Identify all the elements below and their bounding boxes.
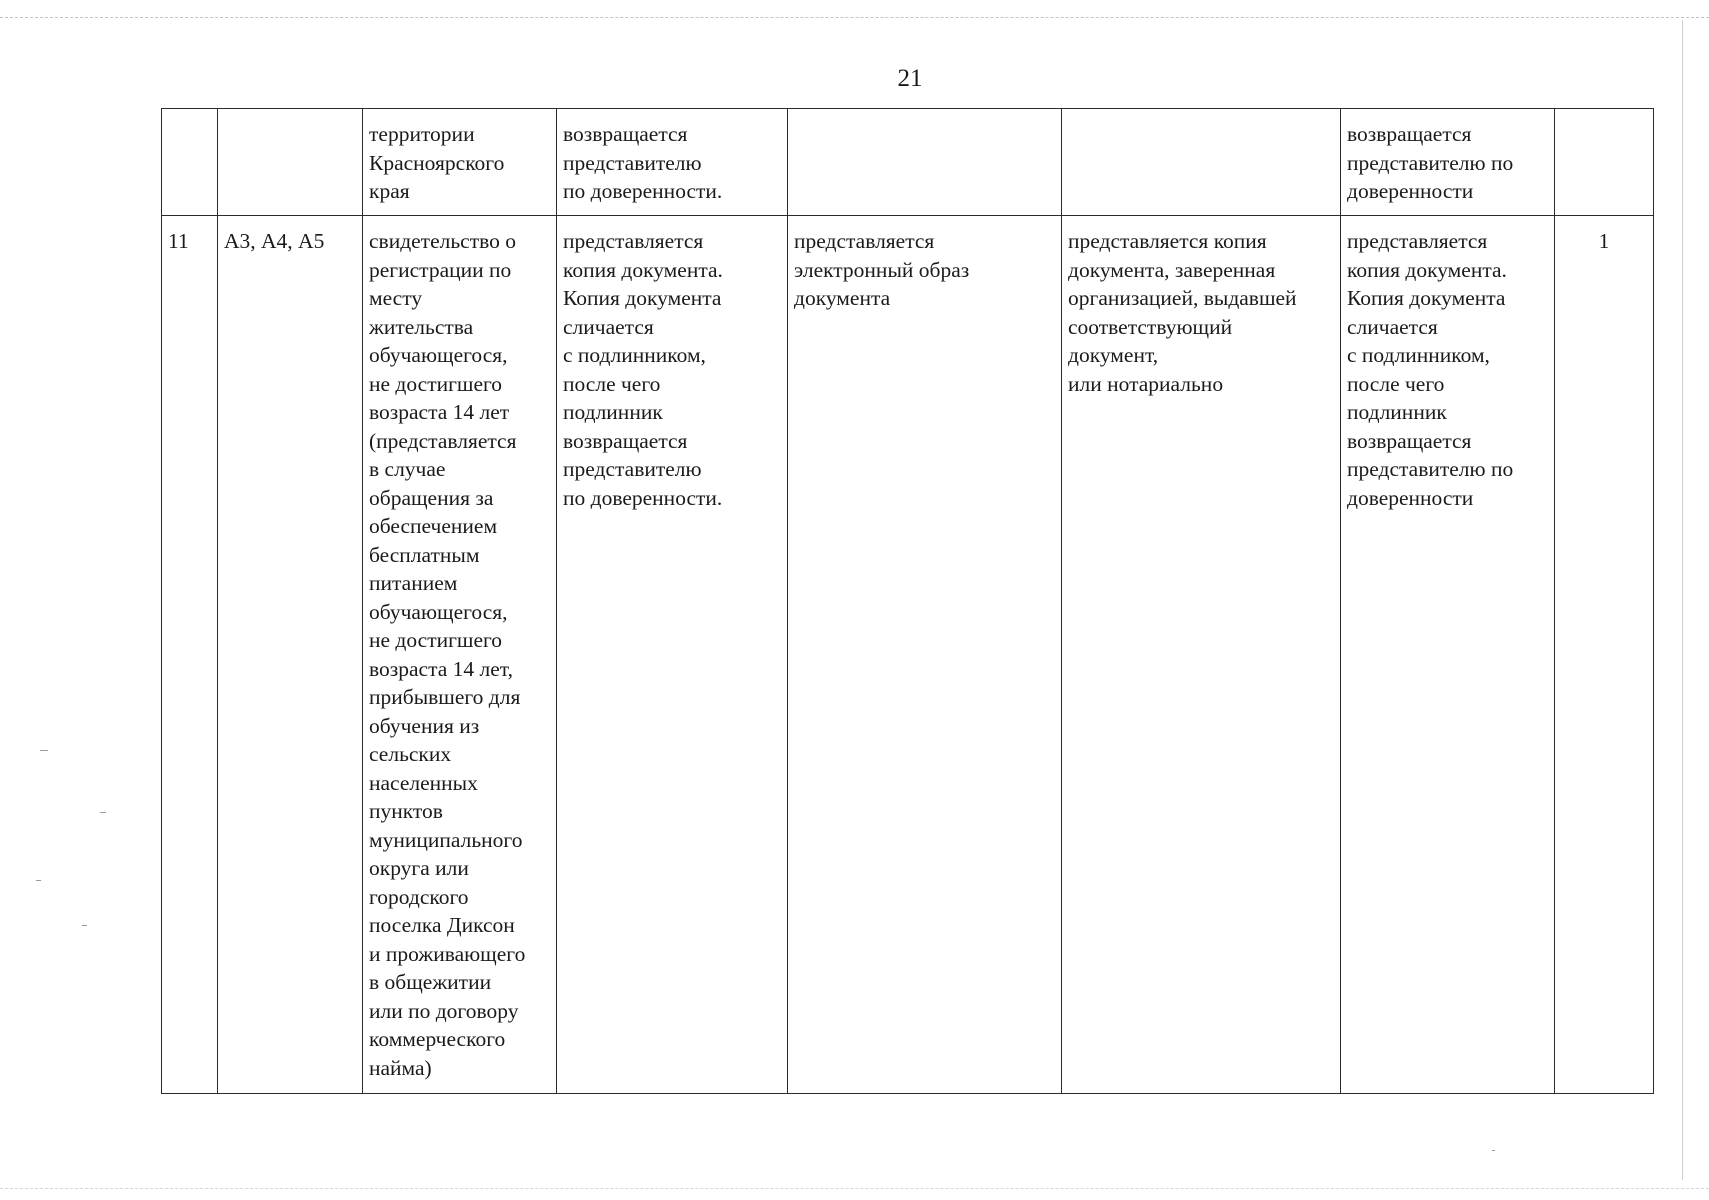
scan-edge-bottom: [0, 1188, 1709, 1189]
cell-document-name: территории Красноярского края: [363, 109, 557, 216]
cell-quantity: 1: [1555, 216, 1654, 1094]
cell-document-name: свидетельство о регистрации по месту жительства обучающегося, не достигшего возраста 14 лет (представляется в случае обращения за обеспечением бесплатным питанием обучающегося, не достигшего возраста 14 лет, прибывшего для обучения из сельских населенных пунктов муниципального округа или городского поселка Диксон и проживающего в общежитии или по договору коммерческого найма): [363, 216, 557, 1094]
cell-mfc: представляется копия документа. Копия документа сличается с подлинником, после чего подлинник возвращается представителю по доверенности: [1341, 216, 1555, 1094]
scan-speck: [40, 750, 48, 751]
cell-by-mail: [1062, 109, 1341, 216]
cell-number: [162, 109, 218, 216]
cell-electronic: [788, 109, 1062, 216]
cell-quantity: [1555, 109, 1654, 216]
cell-in-person: возвращается представителю по доверенности.: [557, 109, 788, 216]
cell-mfc: возвращается представителю по доверенности: [1341, 109, 1555, 216]
scan-speck: [82, 925, 87, 926]
scan-speck: [100, 812, 106, 813]
scan-speck: [1492, 1150, 1495, 1151]
page-number: 21: [897, 65, 923, 92]
document-table: [161, 108, 1654, 1094]
cell-code: А3, А4, А5: [218, 216, 363, 1094]
cell-by-mail: представляется копия документа, заверенная организацией, выдавшей соответствующий документ, или нотариально: [1062, 216, 1341, 1094]
table-row-continuation: [162, 109, 1654, 216]
cell-number: 11: [162, 216, 218, 1094]
cell-electronic: представляется электронный образ документа: [788, 216, 1062, 1094]
table-row-item-11: [162, 216, 1654, 1094]
scan-edge-right: [1682, 20, 1683, 1180]
cell-in-person: представляется копия документа. Копия документа сличается с подлинником, после чего подлинник возвращается представителю по доверенности.: [557, 216, 788, 1094]
scan-speck: [36, 880, 41, 881]
scan-edge-top: [0, 17, 1709, 18]
cell-code: [218, 109, 363, 216]
